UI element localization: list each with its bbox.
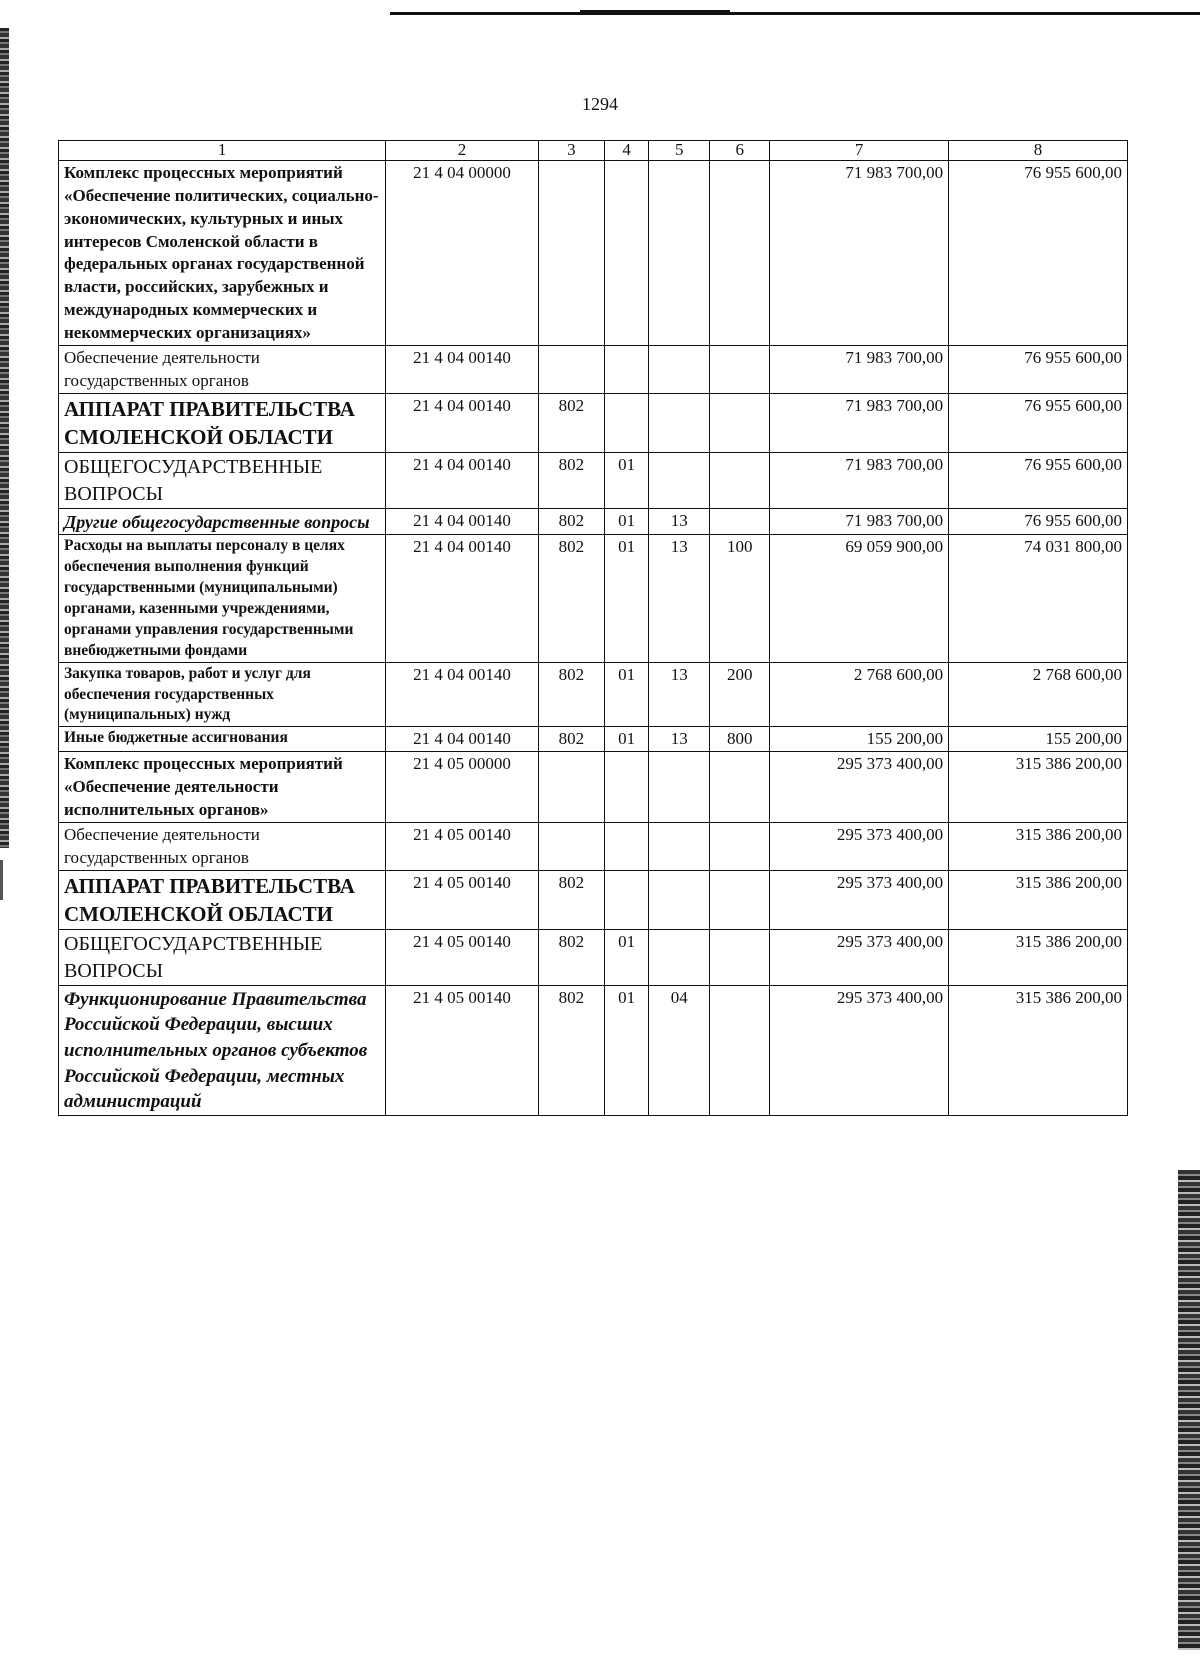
amount-col8: 2 768 600,00 — [949, 662, 1128, 727]
subsection-code — [649, 870, 710, 929]
section-code: 01 — [605, 508, 649, 534]
table-row — [59, 452, 1128, 508]
expense-type-code — [710, 752, 770, 823]
amount-col7: 69 059 900,00 — [770, 535, 949, 663]
row-name: Функционирование Правительства Российской Федерации, высших исполнительных органов субъектов Российской Федерации, местных администраций — [59, 985, 386, 1115]
row-name: Другие общегосударственные вопросы — [59, 508, 386, 534]
scan-mark-top — [580, 10, 730, 14]
amount-col7: 2 768 600,00 — [770, 662, 949, 727]
ministry-code: 802 — [538, 985, 604, 1115]
row-name: АППАРАТ ПРАВИТЕЛЬСТВА СМОЛЕНСКОЙ ОБЛАСТИ — [59, 870, 386, 929]
amount-col8: 76 955 600,00 — [949, 394, 1128, 453]
column-header: 6 — [710, 141, 770, 161]
section-code — [605, 160, 649, 346]
expense-type-code — [710, 160, 770, 346]
ministry-code: 802 — [538, 870, 604, 929]
row-name: Обеспечение деятельности государственных органов — [59, 823, 386, 871]
column-header: 3 — [538, 141, 604, 161]
amount-col8: 76 955 600,00 — [949, 508, 1128, 534]
subsection-code — [649, 823, 710, 871]
amount-col7: 71 983 700,00 — [770, 346, 949, 394]
amount-col8: 315 386 200,00 — [949, 985, 1128, 1115]
amount-col8: 76 955 600,00 — [949, 346, 1128, 394]
row-name: ОБЩЕГОСУДАРСТВЕННЫЕ ВОПРОСЫ — [59, 929, 386, 985]
amount-col8: 76 955 600,00 — [949, 160, 1128, 346]
amount-col8: 315 386 200,00 — [949, 870, 1128, 929]
ministry-code: 802 — [538, 394, 604, 453]
section-code: 01 — [605, 535, 649, 663]
amount-col8: 74 031 800,00 — [949, 535, 1128, 663]
section-code — [605, 870, 649, 929]
row-name: Комплекс процессных мероприятий «Обеспечение политических, социально-экономических, культурных и иных интересов Смоленской области в федеральных органах государственной власти, российских, зарубежных и международных коммерческих и некоммерческих организациях» — [59, 160, 386, 346]
ministry-code — [538, 346, 604, 394]
expense-type-code — [710, 394, 770, 453]
amount-col7: 295 373 400,00 — [770, 870, 949, 929]
expense-type-code: 800 — [710, 727, 770, 752]
table-row — [59, 985, 1128, 1115]
expense-type-code: 200 — [710, 662, 770, 727]
target-code: 21 4 04 00140 — [386, 394, 539, 453]
table-row — [59, 662, 1128, 727]
table-row — [59, 508, 1128, 534]
column-numbers-row — [59, 141, 1128, 161]
table-row — [59, 823, 1128, 871]
section-code — [605, 394, 649, 453]
subsection-code — [649, 346, 710, 394]
amount-col7: 295 373 400,00 — [770, 929, 949, 985]
subsection-code: 04 — [649, 985, 710, 1115]
expense-type-code — [710, 985, 770, 1115]
scan-mark-left — [0, 860, 3, 900]
column-header: 7 — [770, 141, 949, 161]
row-name: Расходы на выплаты персоналу в целях обеспечения выполнения функций государственными (муниципальными) органами, казенными учреждениями, органами управления государственными внебюджетными фондами — [59, 535, 386, 663]
target-code: 21 4 04 00140 — [386, 452, 539, 508]
subsection-code: 13 — [649, 662, 710, 727]
row-name: Комплекс процессных мероприятий «Обеспечение деятельности исполнительных органов» — [59, 752, 386, 823]
target-code: 21 4 04 00140 — [386, 662, 539, 727]
ministry-code — [538, 823, 604, 871]
amount-col8: 315 386 200,00 — [949, 752, 1128, 823]
amount-col7: 71 983 700,00 — [770, 508, 949, 534]
target-code: 21 4 05 00140 — [386, 985, 539, 1115]
subsection-code — [649, 160, 710, 346]
target-code: 21 4 05 00140 — [386, 870, 539, 929]
amount-col8: 76 955 600,00 — [949, 452, 1128, 508]
ministry-code — [538, 752, 604, 823]
target-code: 21 4 04 00000 — [386, 160, 539, 346]
table-row — [59, 535, 1128, 663]
subsection-code — [649, 394, 710, 453]
amount-col7: 71 983 700,00 — [770, 452, 949, 508]
scan-line-top — [390, 12, 1200, 15]
subsection-code — [649, 452, 710, 508]
amount-col7: 295 373 400,00 — [770, 752, 949, 823]
subsection-code: 13 — [649, 508, 710, 534]
expense-type-code — [710, 870, 770, 929]
ministry-code: 802 — [538, 535, 604, 663]
expense-type-code — [710, 929, 770, 985]
ministry-code: 802 — [538, 452, 604, 508]
section-code — [605, 823, 649, 871]
column-header: 8 — [949, 141, 1128, 161]
budget-table — [58, 140, 1128, 1116]
column-header: 5 — [649, 141, 710, 161]
section-code: 01 — [605, 727, 649, 752]
amount-col7: 155 200,00 — [770, 727, 949, 752]
section-code: 01 — [605, 929, 649, 985]
table-row — [59, 752, 1128, 823]
column-header: 1 — [59, 141, 386, 161]
ministry-code: 802 — [538, 727, 604, 752]
expense-type-code — [710, 346, 770, 394]
table-row — [59, 727, 1128, 752]
ministry-code — [538, 160, 604, 346]
amount-col8: 315 386 200,00 — [949, 823, 1128, 871]
table-row — [59, 929, 1128, 985]
column-header: 4 — [605, 141, 649, 161]
amount-col7: 71 983 700,00 — [770, 394, 949, 453]
scan-edge-right — [1178, 1170, 1200, 1650]
subsection-code: 13 — [649, 727, 710, 752]
table-row — [59, 394, 1128, 453]
table-row — [59, 346, 1128, 394]
subsection-code — [649, 752, 710, 823]
expense-type-code: 100 — [710, 535, 770, 663]
row-name: Иные бюджетные ассигнования — [59, 727, 386, 752]
target-code: 21 4 04 00140 — [386, 346, 539, 394]
section-code: 01 — [605, 452, 649, 508]
row-name: ОБЩЕГОСУДАРСТВЕННЫЕ ВОПРОСЫ — [59, 452, 386, 508]
amount-col8: 315 386 200,00 — [949, 929, 1128, 985]
target-code: 21 4 05 00140 — [386, 929, 539, 985]
target-code: 21 4 05 00140 — [386, 823, 539, 871]
table-row — [59, 160, 1128, 346]
row-name: Закупка товаров, работ и услуг для обеспечения государственных (муниципальных) нужд — [59, 662, 386, 727]
target-code: 21 4 05 00000 — [386, 752, 539, 823]
row-name: АППАРАТ ПРАВИТЕЛЬСТВА СМОЛЕНСКОЙ ОБЛАСТИ — [59, 394, 386, 453]
column-header: 2 — [386, 141, 539, 161]
section-code: 01 — [605, 662, 649, 727]
target-code: 21 4 04 00140 — [386, 508, 539, 534]
ministry-code: 802 — [538, 929, 604, 985]
section-code — [605, 346, 649, 394]
expense-type-code — [710, 452, 770, 508]
expense-type-code — [710, 823, 770, 871]
target-code: 21 4 04 00140 — [386, 535, 539, 663]
page-number: 1294 — [582, 94, 618, 114]
table-row — [59, 870, 1128, 929]
subsection-code: 13 — [649, 535, 710, 663]
row-name: Обеспечение деятельности государственных органов — [59, 346, 386, 394]
amount-col7: 295 373 400,00 — [770, 985, 949, 1115]
section-code — [605, 752, 649, 823]
ministry-code: 802 — [538, 508, 604, 534]
target-code: 21 4 04 00140 — [386, 727, 539, 752]
amount-col7: 71 983 700,00 — [770, 160, 949, 346]
subsection-code — [649, 929, 710, 985]
ministry-code: 802 — [538, 662, 604, 727]
expense-type-code — [710, 508, 770, 534]
amount-col7: 295 373 400,00 — [770, 823, 949, 871]
scan-edge-left — [0, 28, 9, 848]
section-code: 01 — [605, 985, 649, 1115]
amount-col8: 155 200,00 — [949, 727, 1128, 752]
